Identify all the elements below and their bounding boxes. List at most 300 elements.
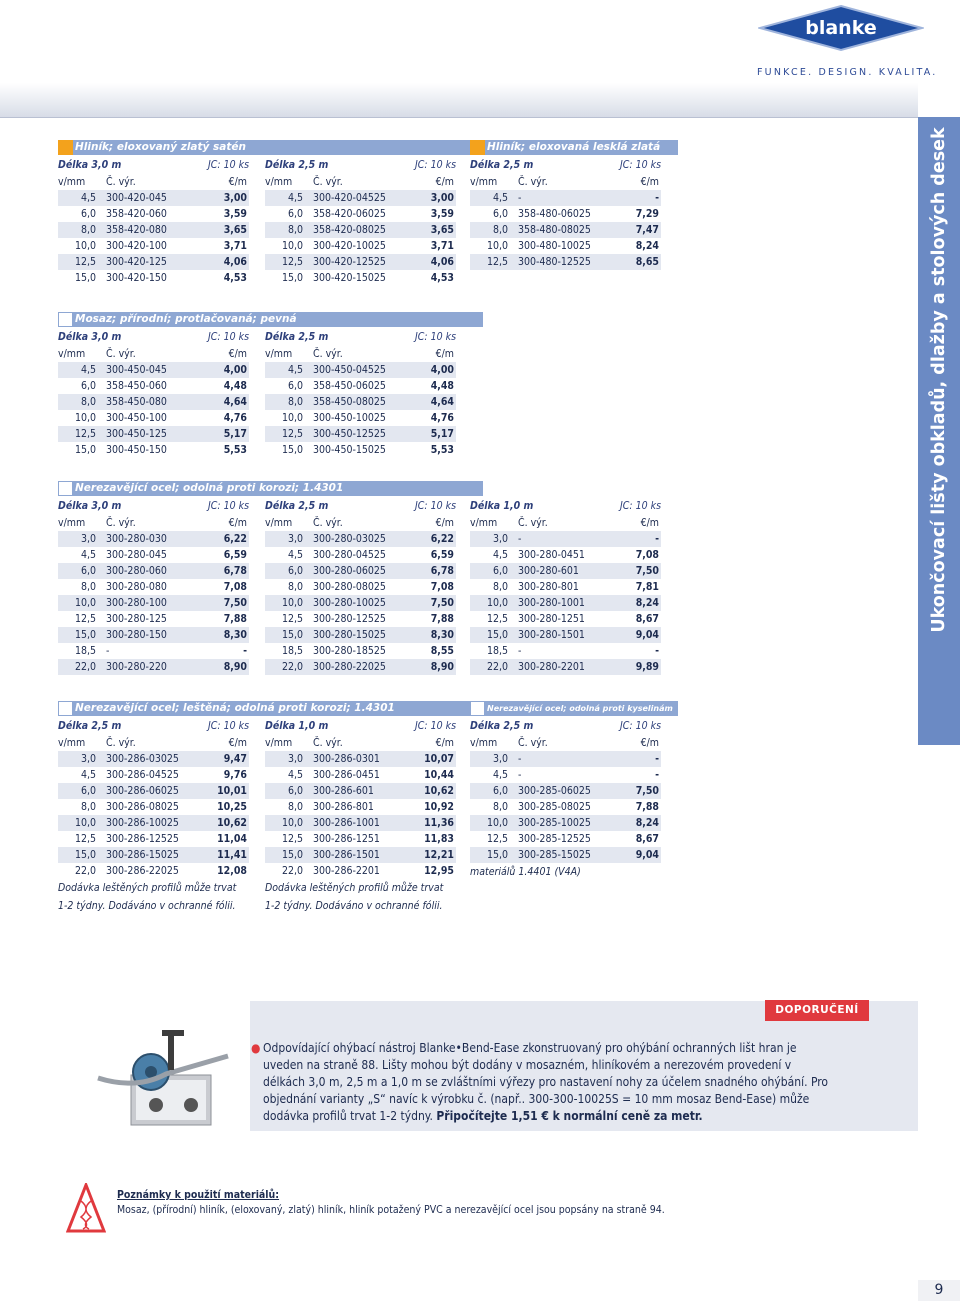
table-column-headers: [58, 735, 249, 751]
table-row: [58, 410, 249, 426]
table-row: [470, 206, 661, 222]
cell-price: 4,48: [223, 380, 247, 392]
table-length: Délka 2,5 m: [265, 159, 329, 171]
table-subheader: [470, 157, 661, 174]
cell-article: 300-280-12525: [313, 613, 386, 625]
cell-price: 6,78: [430, 565, 454, 577]
cell-size: 8,0: [492, 581, 508, 593]
table-row: [265, 206, 456, 222]
table-row: [470, 847, 661, 863]
table-row: [470, 611, 661, 627]
cell-article: 300-280-10025: [313, 597, 386, 609]
cell-price: 12,95: [424, 865, 454, 877]
cell-size: 3,0: [287, 753, 303, 765]
cell-article: 300-286-08025: [106, 801, 179, 813]
price-table: [470, 498, 661, 675]
cell-price: 10,62: [424, 785, 454, 797]
table-subheader: [58, 498, 249, 515]
table-row: [58, 643, 249, 659]
table-row: [58, 595, 249, 611]
col-header-article: Č. výr.: [106, 176, 136, 188]
table-column-headers: [58, 515, 249, 531]
cell-price: 3,65: [430, 224, 454, 236]
table-row: [470, 238, 661, 254]
cell-size: 15,0: [486, 849, 508, 861]
cell-article: 358-450-080: [106, 396, 167, 408]
table-row: [470, 751, 661, 767]
table-row: [58, 579, 249, 595]
cell-price: 8,24: [635, 817, 659, 829]
table-row: [470, 643, 661, 659]
table-row: [58, 531, 249, 547]
table-row: [265, 783, 456, 799]
cell-article: 300-286-0301: [313, 753, 380, 765]
section-header: [470, 140, 678, 155]
table-row: [58, 547, 249, 563]
table-row: [58, 394, 249, 410]
table-length: Délka 3,0 m: [58, 159, 122, 171]
table-row: [470, 579, 661, 595]
table-row: [58, 254, 249, 270]
cell-article: 300-280-03025: [313, 533, 386, 545]
cell-article: 358-420-060: [106, 208, 167, 220]
table-row: [58, 799, 249, 815]
cell-price: 3,59: [430, 208, 454, 220]
cell-article: 358-420-08025: [313, 224, 386, 236]
table-row: [265, 595, 456, 611]
cell-price: 6,78: [223, 565, 247, 577]
cell-article: -: [518, 753, 522, 765]
cell-price: 7,81: [635, 581, 659, 593]
cell-size: 6,0: [287, 208, 303, 220]
cell-price: 7,50: [635, 565, 659, 577]
col-header-price: €/m: [435, 737, 454, 749]
cell-article: 300-450-04525: [313, 364, 386, 376]
section-header: [470, 701, 678, 716]
tagline: FUNKCE. DESIGN. KVALITA.: [757, 67, 938, 78]
table-column-headers: [265, 346, 456, 362]
cell-price: 3,00: [430, 192, 454, 204]
section-header: [58, 140, 483, 155]
col-header-price: €/m: [640, 517, 659, 529]
table-subheader: [58, 329, 249, 346]
cell-price: 4,53: [223, 272, 247, 284]
table-row: [265, 563, 456, 579]
cell-price: 5,53: [430, 444, 454, 456]
col-header-price: €/m: [435, 176, 454, 188]
cell-article: 300-280-150: [106, 629, 167, 641]
cell-article: 300-286-1001: [313, 817, 380, 829]
table-column-headers: [265, 515, 456, 531]
cell-price: 12,21: [424, 849, 454, 861]
cell-article: 300-420-15025: [313, 272, 386, 284]
table-row: [58, 847, 249, 863]
cell-size: 10,0: [74, 597, 96, 609]
cell-article: 300-450-045: [106, 364, 167, 376]
table-row: [58, 815, 249, 831]
cell-size: 12,5: [486, 613, 508, 625]
cell-price: 8,24: [635, 597, 659, 609]
cell-price: 4,00: [223, 364, 247, 376]
cell-article: 300-280-030: [106, 533, 167, 545]
cell-size: 8,0: [80, 224, 96, 236]
cell-price: 6,22: [223, 533, 247, 545]
cell-size: 10,0: [486, 240, 508, 252]
cell-price: 7,50: [635, 785, 659, 797]
table-pack-unit: JC: 10 ks: [415, 331, 456, 343]
cell-price: 7,88: [430, 613, 454, 625]
material-note-title: Poznámky k použití materiálů:: [117, 1189, 280, 1201]
section-square-icon: [58, 481, 73, 496]
cell-size: 8,0: [287, 396, 303, 408]
table-length: Délka 3,0 m: [58, 331, 122, 343]
cell-size: 8,0: [287, 581, 303, 593]
table-row: [265, 751, 456, 767]
table-row: [265, 863, 456, 879]
table-pack-unit: JC: 10 ks: [415, 159, 456, 171]
cell-article: 300-450-15025: [313, 444, 386, 456]
section-title: Nerezavějící ocel; odolná proti korozi; 1.4301: [75, 482, 344, 494]
cell-price: 5,17: [430, 428, 454, 440]
cell-size: 12,5: [74, 613, 96, 625]
col-header-size: v/mm: [265, 348, 293, 360]
table-row: [470, 783, 661, 799]
cell-article: 300-280-045: [106, 549, 167, 561]
cell-size: 10,0: [281, 817, 303, 829]
table-row: [470, 659, 661, 675]
table-pack-unit: JC: 10 ks: [415, 500, 456, 512]
cell-price: 3,59: [223, 208, 247, 220]
table-pack-unit: JC: 10 ks: [208, 331, 249, 343]
table-length: Délka 2,5 m: [58, 720, 122, 732]
cell-article: 300-280-125: [106, 613, 167, 625]
col-header-article: Č. výr.: [313, 176, 343, 188]
col-header-size: v/mm: [265, 737, 293, 749]
cell-size: 6,0: [492, 208, 508, 220]
cell-article: 300-280-060: [106, 565, 167, 577]
cell-article: 358-420-06025: [313, 208, 386, 220]
table-column-headers: [58, 346, 249, 362]
price-table: [265, 329, 456, 458]
table-pack-unit: JC: 10 ks: [415, 720, 456, 732]
cell-article: 300-420-045: [106, 192, 167, 204]
table-row: [58, 783, 249, 799]
cell-article: 300-280-06025: [313, 565, 386, 577]
cell-size: 15,0: [74, 444, 96, 456]
col-header-size: v/mm: [58, 737, 86, 749]
table-pack-unit: JC: 10 ks: [620, 500, 661, 512]
cell-size: 10,0: [74, 240, 96, 252]
cell-price: 3,65: [223, 224, 247, 236]
cell-price: -: [243, 645, 247, 657]
table-pack-unit: JC: 10 ks: [620, 159, 661, 171]
cell-article: 300-280-0451: [518, 549, 585, 561]
cell-size: 8,0: [287, 801, 303, 813]
cell-price: 8,24: [635, 240, 659, 252]
cell-size: 22,0: [74, 865, 96, 877]
col-header-article: Č. výr.: [518, 517, 548, 529]
cell-article: 300-280-080: [106, 581, 167, 593]
cell-size: 12,5: [74, 256, 96, 268]
table-row: [265, 643, 456, 659]
cell-size: 3,0: [492, 533, 508, 545]
cell-price: 7,08: [223, 581, 247, 593]
cell-price: 9,04: [635, 629, 659, 641]
cell-price: 11,83: [424, 833, 454, 845]
table-row: [58, 831, 249, 847]
col-header-price: €/m: [640, 737, 659, 749]
cell-price: 8,67: [635, 613, 659, 625]
cell-size: 15,0: [281, 444, 303, 456]
table-row: [265, 238, 456, 254]
table-row: [265, 394, 456, 410]
table-row: [470, 767, 661, 783]
cell-size: 10,0: [281, 412, 303, 424]
cell-size: 6,0: [492, 565, 508, 577]
cell-price: -: [655, 192, 659, 204]
table-pack-unit: JC: 10 ks: [620, 720, 661, 732]
table-column-headers: [470, 735, 661, 751]
cell-price: 4,06: [223, 256, 247, 268]
price-table: [265, 157, 456, 286]
cell-size: 18,5: [74, 645, 96, 657]
col-header-size: v/mm: [265, 176, 293, 188]
cell-size: 12,5: [281, 613, 303, 625]
table-row: [265, 767, 456, 783]
price-table: [58, 498, 249, 675]
cell-size: 15,0: [281, 629, 303, 641]
cell-size: 4,5: [492, 549, 508, 561]
table-row: [58, 442, 249, 458]
cell-price: 9,04: [635, 849, 659, 861]
cell-price: 3,71: [430, 240, 454, 252]
cell-price: 7,08: [430, 581, 454, 593]
table-note: 1-2 týdny. Dodáváno v ochranné fólii.: [58, 900, 236, 912]
cell-size: 6,0: [80, 380, 96, 392]
cell-size: 10,0: [74, 817, 96, 829]
col-header-price: €/m: [435, 348, 454, 360]
blanke-logo: [758, 4, 924, 52]
cell-size: 4,5: [80, 192, 96, 204]
table-row: [265, 815, 456, 831]
cell-price: 7,29: [635, 208, 659, 220]
cell-article: 300-420-04525: [313, 192, 386, 204]
cell-size: 10,0: [281, 597, 303, 609]
cell-article: 300-420-125: [106, 256, 167, 268]
table-row: [470, 627, 661, 643]
table-row: [58, 362, 249, 378]
cell-price: 8,55: [430, 645, 454, 657]
cell-price: 4,06: [430, 256, 454, 268]
cell-article: 358-480-08025: [518, 224, 591, 236]
cell-size: 8,0: [492, 224, 508, 236]
cell-size: 12,5: [74, 428, 96, 440]
table-row: [265, 270, 456, 286]
cell-price: 11,41: [217, 849, 247, 861]
table-column-headers: [58, 174, 249, 190]
price-table: [470, 718, 661, 881]
cell-price: 9,89: [635, 661, 659, 673]
cell-article: 300-280-08025: [313, 581, 386, 593]
cell-article: 300-286-15025: [106, 849, 179, 861]
table-subheader: [470, 498, 661, 515]
table-row: [470, 547, 661, 563]
col-header-size: v/mm: [470, 176, 498, 188]
cell-article: 300-286-12525: [106, 833, 179, 845]
cell-article: 300-286-0451: [313, 769, 380, 781]
table-row: [58, 751, 249, 767]
table-row: [58, 238, 249, 254]
col-header-article: Č. výr.: [106, 737, 136, 749]
col-header-article: Č. výr.: [518, 176, 548, 188]
cell-size: 6,0: [80, 785, 96, 797]
table-subheader: [58, 157, 249, 174]
cell-size: 3,0: [80, 533, 96, 545]
header-band: [0, 83, 918, 118]
section-title: Nerezavějící ocel; leštěná; odolná proti korozi; 1.4301: [75, 702, 395, 714]
section-square-icon: [58, 140, 73, 155]
table-length: Délka 1,0 m: [265, 720, 329, 732]
cell-article: 300-286-601: [313, 785, 374, 797]
table-column-headers: [265, 174, 456, 190]
cell-article: 300-280-220: [106, 661, 167, 673]
cell-price: 12,08: [217, 865, 247, 877]
table-row: [58, 190, 249, 206]
table-row: [58, 206, 249, 222]
cell-price: 8,30: [430, 629, 454, 641]
table-row: [58, 270, 249, 286]
cell-size: 4,5: [492, 192, 508, 204]
cell-size: 6,0: [80, 208, 96, 220]
cell-article: 358-450-060: [106, 380, 167, 392]
section-header: [58, 481, 483, 496]
table-row: [470, 563, 661, 579]
table-row: [470, 222, 661, 238]
cell-size: 12,5: [74, 833, 96, 845]
cell-size: 4,5: [80, 364, 96, 376]
cell-size: 22,0: [281, 661, 303, 673]
cell-size: 8,0: [80, 581, 96, 593]
cell-price: 4,48: [430, 380, 454, 392]
cell-article: 300-285-12525: [518, 833, 591, 845]
cell-article: 300-480-12525: [518, 256, 591, 268]
cell-article: 300-450-10025: [313, 412, 386, 424]
cell-article: 300-286-1251: [313, 833, 380, 845]
col-header-article: Č. výr.: [518, 737, 548, 749]
section-title: Mosaz; přírodní; protlačovaná; pevná: [75, 313, 297, 325]
cell-size: 4,5: [287, 192, 303, 204]
cell-article: 300-280-100: [106, 597, 167, 609]
section-square-icon: [58, 701, 73, 716]
cell-size: 4,5: [80, 549, 96, 561]
col-header-size: v/mm: [58, 348, 86, 360]
cell-article: 300-280-22025: [313, 661, 386, 673]
cell-price: 7,47: [635, 224, 659, 236]
cell-size: 15,0: [74, 629, 96, 641]
price-table: [265, 498, 456, 675]
cell-article: 300-480-10025: [518, 240, 591, 252]
cell-article: 300-450-12525: [313, 428, 386, 440]
cell-price: 8,67: [635, 833, 659, 845]
cell-size: 12,5: [281, 428, 303, 440]
cell-size: 12,5: [281, 833, 303, 845]
col-header-size: v/mm: [470, 737, 498, 749]
cell-article: 300-286-04525: [106, 769, 179, 781]
cell-article: 300-420-10025: [313, 240, 386, 252]
cell-price: 5,17: [223, 428, 247, 440]
cell-size: 6,0: [80, 565, 96, 577]
table-column-headers: [470, 515, 661, 531]
table-row: [470, 815, 661, 831]
table-row: [470, 190, 661, 206]
cell-price: 4,53: [430, 272, 454, 284]
section-title: Nerezavějící ocel; odolná proti kyselinám: [487, 704, 673, 713]
cell-size: 22,0: [74, 661, 96, 673]
col-header-price: €/m: [640, 176, 659, 188]
cell-price: 7,50: [430, 597, 454, 609]
table-length: Délka 2,5 m: [470, 159, 534, 171]
cell-price: 9,76: [223, 769, 247, 781]
cell-size: 10,0: [74, 412, 96, 424]
cell-size: 3,0: [287, 533, 303, 545]
table-row: [265, 531, 456, 547]
cell-article: 358-450-08025: [313, 396, 386, 408]
cell-article: 300-285-08025: [518, 801, 591, 813]
cell-price: 5,53: [223, 444, 247, 456]
page-number: 9: [918, 1280, 960, 1301]
cell-size: 8,0: [80, 801, 96, 813]
cell-price: 11,04: [217, 833, 247, 845]
table-row: [265, 659, 456, 675]
section-square-icon: [470, 701, 485, 716]
cell-size: 15,0: [281, 272, 303, 284]
table-subheader: [265, 157, 456, 174]
table-row: [470, 799, 661, 815]
dna-warning-icon: [66, 1183, 106, 1233]
cell-article: 300-280-18525: [313, 645, 386, 657]
cell-article: 300-280-15025: [313, 629, 386, 641]
price-table: [58, 718, 249, 915]
section-title: Hliník; eloxovaný zlatý satén: [75, 141, 246, 153]
cell-article: 300-420-12525: [313, 256, 386, 268]
cell-article: 300-280-1251: [518, 613, 585, 625]
cell-size: 6,0: [287, 785, 303, 797]
cell-price: 7,08: [635, 549, 659, 561]
col-header-price: €/m: [228, 176, 247, 188]
cell-size: 3,0: [80, 753, 96, 765]
cell-price: 3,00: [223, 192, 247, 204]
cell-price: 6,22: [430, 533, 454, 545]
table-row: [265, 611, 456, 627]
cell-price: 4,76: [430, 412, 454, 424]
price-table: [265, 718, 456, 915]
table-row: [265, 378, 456, 394]
sidebar-title: Ukončovací lišty obkladů, dlažby a stolových desek: [929, 127, 949, 633]
price-table: [58, 329, 249, 458]
section-header: [58, 701, 483, 716]
table-row: [265, 627, 456, 643]
table-note: materiálů 1.4401 (V4A): [470, 866, 581, 878]
cell-price: 3,71: [223, 240, 247, 252]
cell-size: 22,0: [281, 865, 303, 877]
table-subheader: [265, 718, 456, 735]
section-square-icon: [470, 140, 485, 155]
col-header-price: €/m: [435, 517, 454, 529]
cell-size: 22,0: [486, 661, 508, 673]
cell-size: 6,0: [287, 380, 303, 392]
cell-article: 300-450-150: [106, 444, 167, 456]
cell-size: 12,5: [486, 833, 508, 845]
